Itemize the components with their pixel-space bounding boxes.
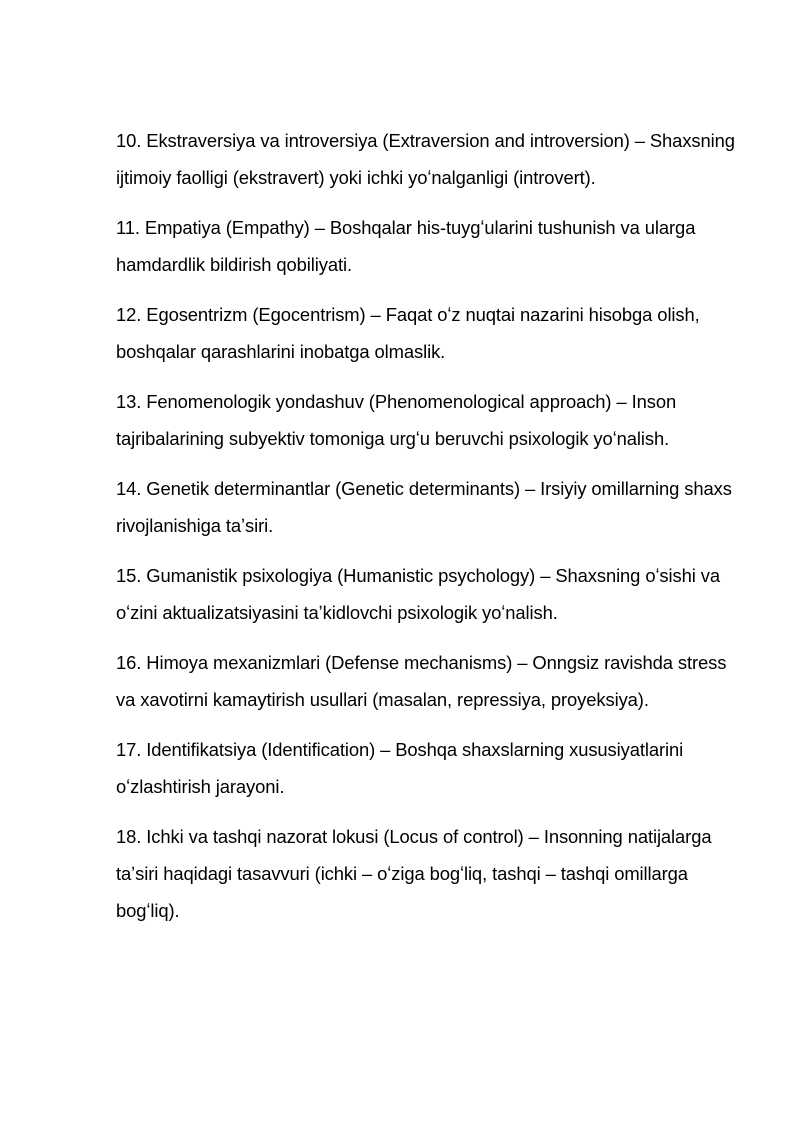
glossary-entry-10: 10. Ekstraversiya va introversiya (Extraversion and introversion) – Shaxsning ijtimoiy faolligi (ekstravert) yoki ichki yoʻnalganligi (introvert). bbox=[116, 130, 735, 188]
glossary-entry-18: 18. Ichki va tashqi nazorat lokusi (Locus of control) – Insonning natijalarga taʼsiri haqidagi tasavvuri (ichki – oʻziga bogʻliq, tashqi – tashqi omillarga bogʻliq). bbox=[116, 826, 712, 921]
glossary-entry-14: 14. Genetik determinantlar (Genetic determinants) – Irsiyiy omillarning shaxs rivojlanishiga taʼsiri. bbox=[116, 478, 732, 536]
glossary-entry-11: 11. Empatiya (Empathy) – Boshqalar his-tuygʻularini tushunish va ularga hamdardlik bildirish qobiliyati. bbox=[116, 217, 696, 275]
glossary-entry-16: 16. Himoya mexanizmlari (Defense mechanisms) – Onngsiz ravishda stress va xavotirni kamaytirish usullari (masalan, repressiya, proyeksiya). bbox=[116, 652, 727, 710]
glossary-entry-15: 15. Gumanistik psixologiya (Humanistic psychology) – Shaxsning oʻsishi va oʻzini aktualizatsiyasini taʼkidlovchi psixologik yoʻnalish. bbox=[116, 565, 720, 623]
glossary-entry-17: 17. Identifikatsiya (Identification) – Boshqa shaxslarning xususiyatlarini oʻzlashtirish jarayoni. bbox=[116, 739, 684, 797]
glossary-entry-12: 12. Egosentrizm (Egocentrism) – Faqat oʻz nuqtai nazarini hisobga olish, boshqalar qarashlarini inobatga olmaslik. bbox=[116, 304, 700, 362]
glossary-entry-13: 13. Fenomenologik yondashuv (Phenomenological approach) – Inson tajribalarining subyektiv tomoniga urgʻu beruvchi psixologik yoʻnalish. bbox=[116, 391, 677, 449]
